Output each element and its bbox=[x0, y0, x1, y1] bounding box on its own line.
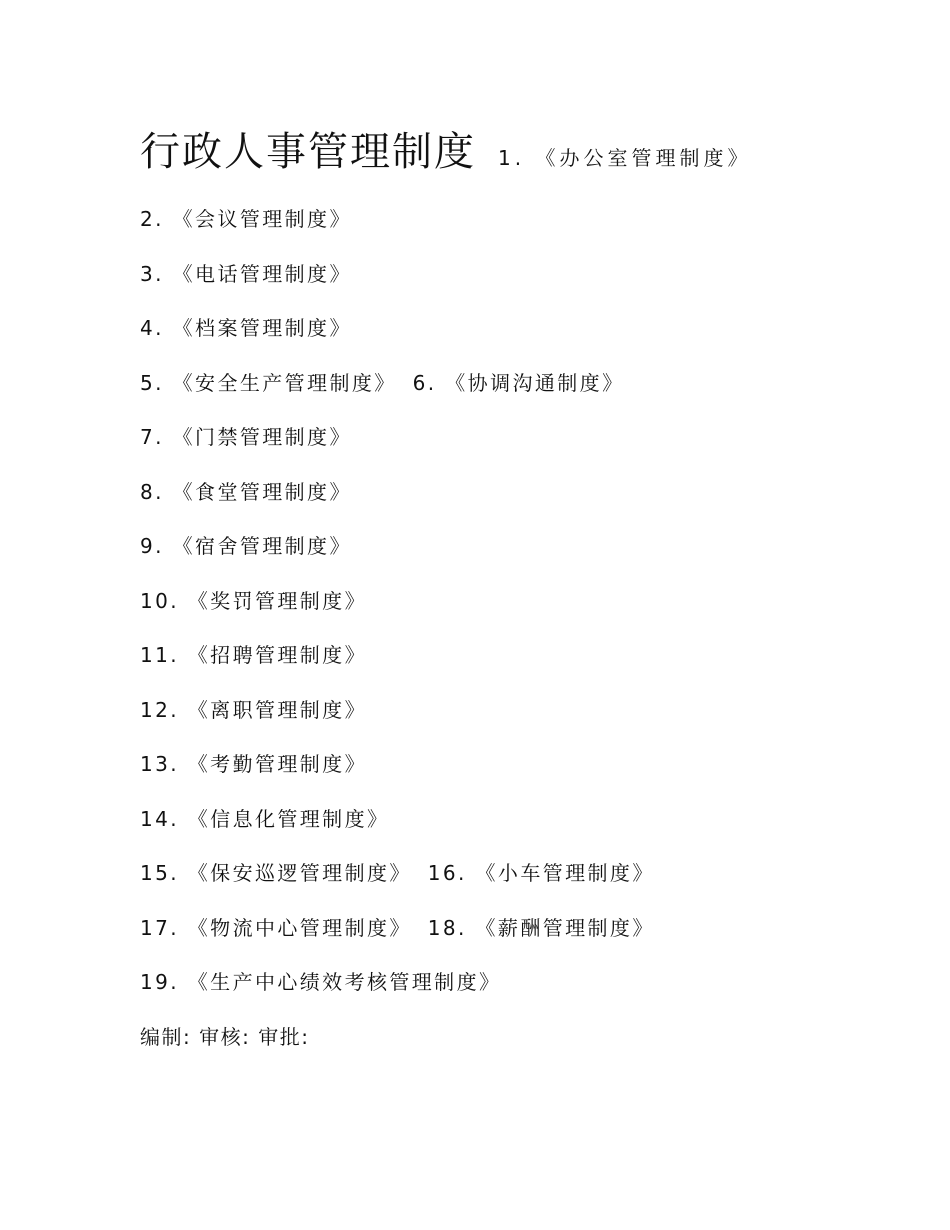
list-item: 3. 《电话管理制度》 bbox=[140, 262, 352, 286]
list-item: 8. 《食堂管理制度》 bbox=[140, 480, 352, 504]
list-item: 5. 《安全生产管理制度》 bbox=[140, 371, 397, 395]
list-line bbox=[140, 264, 352, 284]
list-item: 15. 《保安巡逻管理制度》 bbox=[140, 861, 412, 885]
list-line bbox=[140, 209, 352, 229]
list-line bbox=[140, 972, 501, 992]
document-body bbox=[140, 128, 840, 1049]
list-line bbox=[140, 809, 389, 829]
list-item: 10. 《奖罚管理制度》 bbox=[140, 589, 367, 613]
list-item: 9. 《宿舍管理制度》 bbox=[140, 534, 352, 558]
list-line bbox=[140, 754, 367, 774]
title-line bbox=[140, 128, 840, 184]
list-item: 13. 《考勤管理制度》 bbox=[140, 752, 367, 776]
list-item: 19. 《生产中心绩效考核管理制度》 bbox=[140, 970, 502, 994]
list-item: 17. 《物流中心管理制度》 bbox=[140, 916, 412, 940]
document-title: 行政人事管理制度 bbox=[140, 129, 476, 175]
list-item: 2. 《会议管理制度》 bbox=[140, 207, 352, 231]
list-line bbox=[140, 700, 367, 720]
list-line bbox=[140, 536, 352, 556]
list-item: 12. 《离职管理制度》 bbox=[140, 698, 367, 722]
list-line bbox=[140, 645, 367, 665]
list-item: 16. 《小车管理制度》 bbox=[427, 861, 655, 885]
list-item: 1. 《办公室管理制度》 bbox=[498, 146, 752, 170]
list-line bbox=[140, 373, 624, 393]
list-line bbox=[140, 482, 352, 502]
list-item: 4. 《档案管理制度》 bbox=[140, 316, 352, 340]
list-item: 6. 《协调沟通制度》 bbox=[412, 371, 625, 395]
list-item: 7. 《门禁管理制度》 bbox=[140, 425, 352, 449]
list-line bbox=[140, 863, 655, 883]
list-item: 14. 《信息化管理制度》 bbox=[140, 807, 390, 831]
list-line bbox=[140, 591, 367, 611]
list-item: 11. 《招聘管理制度》 bbox=[140, 643, 367, 667]
list-item: 18. 《薪酬管理制度》 bbox=[427, 916, 655, 940]
list-line bbox=[140, 918, 655, 938]
list-line bbox=[140, 427, 352, 447]
list-line bbox=[140, 318, 352, 338]
signature-line: 编制: 审核: 审批: bbox=[140, 1025, 310, 1049]
